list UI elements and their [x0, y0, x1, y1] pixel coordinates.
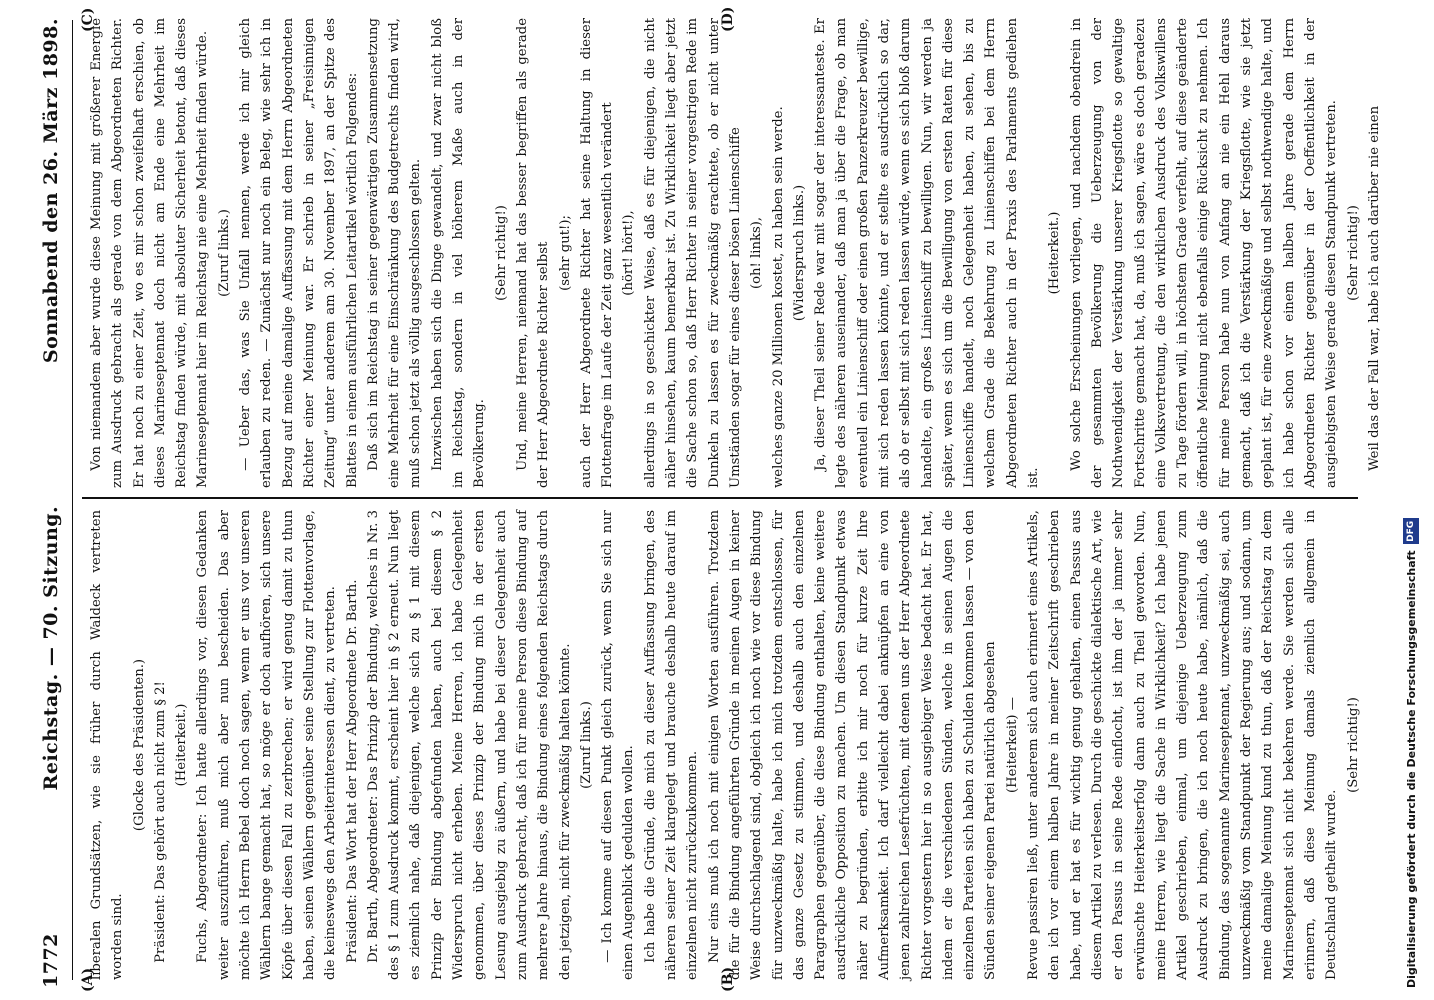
paragraph: Wo solche Erscheinungen vorliegen, und nachdem obendrein in der gesammten Bevölkerung die Ueberzeugung von der Nothwendigkeit der Verstärkung unserer Kriegsflotte so gewaltige Fortschritte gemacht hat, da, muß ich sagen, wäre es doch geradezu eine Volksvertretung, die den wirklichen Ausdruck des Volkswillens zu Tage fördern will, in höchstem Grade verfehlt, auf diese geänderte öffentliche Meinung nicht ebenfalls einige Rücksicht zu nehmen. Ich für meine Person habe nun von Anfang an nie ein Hehl daraus gemacht, daß ich die Verstärkung der Kriegsflotte, wie sie jetzt geplant ist, für eine zweckmäßige und selbst nothwendige halte, und ich habe schon vor einem halben Jahre gerade dem Herrn Abgeordneten Richter gegenüber in der Oeffentlichkeit in der ausgiebigsten Weise gerade diesen Standpunkt vertreten. — [1068, 18, 1340, 488]
margin-marker-a: (A) — [80, 967, 96, 992]
paragraph: Fuchs, Abgeordneter: Ich hatte allerdings vor, diesen Gedanken weiter auszuführen, muß mich aber nun bescheiden. Das aber möchte ich Herrn Bebel doch noch sagen, wenn er uns vor unseren Wählern bange gemacht hat, so möge er doch aufhören, sich unsere Köpfe über diesen Fall zu zerbrechen; er wird genug damit zu thun haben, seinen Wählern gegenüber seine Stellung zur Flottenvorlage, die keineswegs den Arbeiterinteressen dient, zu vertreten. — [195, 510, 339, 980]
paragraph: liberalen Grundsätzen, wie sie früher durch Waldeck vertreten worden sind. — [89, 510, 126, 980]
stage-direction: (Sehr richtig!) — [1345, 697, 1361, 793]
margin-marker-c: (C) — [80, 7, 96, 32]
session-date: Sonnabend den 26. März 1898. — [40, 18, 62, 364]
paragraph: Revue passiren ließ, unter anderem sich auch erinnert eines Artikels, den ich vor einem halben Jahre in meiner Zeitschrift geschrieben habe, und er hat es für wichtig genug gehalten, einen Passus aus diesem Artikel zu verlesen. Durch die geschickte dialektische Art, wie er den Passus in seine Rede einflocht, ist ihm der ja immer sehr erwünschte Heiterkeitserfolg dann auch zu Theil geworden. Nun, meine Herren, wie liegt die Sache in Wirklichkeit? Ich habe jenen Artikel geschrieben, einmal, um diejenige Ueberzeugung zum Ausdruck zu bringen, die ich noch heute habe, nämlich, daß die Bindung, das sogenannte Marineseptennat, unzweckmäßig sei, auch unzweckmäßig vom Standpunkt der Regierung aus; und sodann, um meine damalige Meinung kund zu thun, daß der Reichstag zu dem Marineseptennat sich nicht bekehren werde. Sie werden sich alle erinnern, daß diese Meinung damals ziemlich allgemein in Deutschland getheilt wurde. — [1026, 510, 1340, 980]
page-number: 1772 — [40, 933, 62, 988]
quotation: Daß sich im Reichstag in seiner gegenwärtigen Zusammensetzung eine Mehrheit für eine Einschränkung des Budgetrechts finden wird, muß schon jetzt als völlig ausgeschlossen gelten. — [365, 18, 424, 488]
paragraph: — Ueber das, was Sie Unfall nennen, werde ich mir gleich erlauben zu reden. — Zunächst nur noch ein Beleg, wie sehr ich in Bezug auf meine damalige Auffassung mit dem Herrn Abgeordneten Richter einer Meinung war. Er schrieb in seiner „Freisinnigen Zeitung“ unter anderem am 30. November 1897, an der Spitze des Blattes in einem ausführlichen Leitartikel wörtlich Folgendes: — [238, 18, 360, 488]
credit-text: Digitalisierung gefördert durch die Deutsche Forschungsgemeinschaft — [1404, 550, 1418, 988]
paragraph: auch der Herr Abgeordnete Richter hat seine Haltung in dieser Flottenfrage im Laufe der Zeit ganz wesentlich verändert — [578, 18, 616, 488]
section-title: Reichstag. — 70. Sitzung. — [40, 505, 62, 791]
header-rule — [72, 20, 73, 980]
stage-direction: (Zuruf links.) — [216, 209, 232, 297]
paragraph: Präsident: Das Wort hat der Herr Abgeordnete Dr. Barth. — [344, 579, 360, 963]
paragraph: welches ganze 20 Millionen kostet, zu haben sein werde. — [770, 106, 786, 488]
stage-direction: (Zuruf links.) — [578, 701, 594, 789]
paragraph: Nur eins muß ich noch mit einigen Worten ausführen. Trotzdem die für die Bindung angeführten Gründe in meinen Augen in keiner Weise durchschlagend sind, obgleich ich noch wie vor diese Bindung für unzweckmäßig halte, habe ich mich trotzdem entschlossen, für das ganze Gesetz zu stimmen, und deshalb auch den einzelnen Paragraphen gegenüber, die diese Bindung enthalten, keine weitere ausdrückliche Opposition zu machen. Um diesen Standpunkt etwas näher zu begründen, erbitte ich mir noch für kurze Zeit Ihre Aufmerksamkeit. Ich darf vielleicht dabei anknüpfen an eine von jenen zahlreichen Lesefrüchten, mit denen uns der Herr Abgeordnete Richter vorgestern hier in so ausgiebiger Weise bedacht hat. Er hat, indem er die verschiedenen Sünden, welche in seinen Augen die einzelnen Parteien sich haben zu Schulden kommen lassen — von den Sünden seiner eigenen Partei natürlich abgesehen — [706, 510, 999, 980]
dfg-logo: DFG — [1403, 518, 1419, 544]
stage-direction: (Heiterkeit.) — [1047, 211, 1063, 295]
paragraph: Und, meine Herren, niemand hat das besser begriffen als gerade der Herr Abgeordnete Richter selbst — [514, 18, 552, 488]
stage-direction: (hört! hört!), — [621, 210, 637, 296]
digitization-credit — [1402, 518, 1420, 988]
stage-direction: (Heiterkeit.) — [174, 703, 190, 787]
paragraph: Ja, dieser Theil seiner Rede war mit sogar der interessanteste. Er legte des näheren auseinander, daß man ja über die Frage, ob man eventuell ein Linienschiff oder einen großen Panzerkreuzer bewillige, mit sich reden lassen könnte, und er stellte es ausdrücklich so dar, als ob er selbst mit sich reden lassen würde, wenn es sich bloß darum handelte, ein großes Linienschiff zu bewilligen. Nun, wir werden ja später, wenn es sich um die Bewilligung von ersten Raten für diese Linienschiffe handelt, noch Gelegenheit haben, zu sehen, bis zu welchem Grade die Bekehrung zu Linienschiffen bei dem Herrn Abgeordneten Richter auch in der Praxis des Parlaments gediehen ist. — [813, 18, 1042, 488]
stage-direction: (Glocke des Präsidenten.) — [131, 658, 147, 832]
column-divider — [82, 497, 1358, 499]
paragraph: Von niemandem aber wurde diese Meinung mit größerer Energie zum Ausdruck gebracht als gerade von dem Abgeordneten Richter. Er hat noch zu einer Zeit, wo es mir schon zweifelhaft erschien, ob dieses Marineseptennat doch nicht am Ende eine Mehrheit im Reichstag finden würde, mit absoluter Sicherheit betont, daß dieses Marineseptennat hier im Reichstag nie eine Mehrheit finden würde. — [89, 18, 211, 488]
paragraph: Präsident: Das gehört auch nicht zum § 2! — [152, 681, 168, 963]
paragraph: Inzwischen haben sich die Dinge gewandelt, und zwar nicht bloß im Reichstag, sondern in viel höherem Maße auch in der Bevölkerung. — [429, 18, 488, 488]
stage-direction: (oh! links), — [749, 216, 765, 290]
stage-direction: (Sehr richtig!) — [493, 205, 509, 301]
margin-marker-d: (D) — [720, 6, 736, 32]
stage-direction: (Widerspruch links.) — [791, 184, 807, 322]
running-head — [34, 18, 68, 988]
paragraph: Weil das der Fall war, habe ich auch darüber nie einen — [1366, 105, 1382, 471]
stage-direction: (Heiterkeit) — — [1004, 697, 1020, 793]
right-text-column — [86, 18, 1382, 488]
margin-marker-b: (B) — [720, 966, 736, 992]
stage-direction: (sehr gut!); — [557, 215, 573, 291]
paragraph: — Ich komme auf diesen Punkt gleich zurück, wenn Sie sich nur einen Augenblick gedulden wollen. — [600, 510, 637, 980]
stage-direction: (Sehr richtig!) — [1345, 205, 1361, 301]
paragraph: allerdings in so geschickter Weise, daß es für diejenigen, die nicht näher hinsehen, kaum bemerkbar ist. Zu Wirklichkeit liegt aber jetzt die Sache schon so, daß Herr Richter in seiner vorgestrigen Rede im Dunkeln zu lassen es für zweckmäßig erachtete, ob er nicht unter Umständen sogar für eines dieser bösen Linienschiffe — [642, 18, 743, 488]
paragraph: Dr. Barth, Abgeordneter: Das Prinzip der Bindung, welches in Nr. 3 des § 1 zum Ausdruck kommt, erscheint hier in § 2 erneut. Nun liegt es ziemlich nahe, daß diejenigen, welche sich zu § 1 mit diesem Prinzip der Bindung abgefunden haben, auch bei diesem § 2 Widerspruch nicht erheben. Meine Herren, ich habe Gelegenheit genommen, über dieses Prinzip der Bindung mich in der ersten Lesung ausgiebig zu äußern, und habe bei dieser Gelegenheit auch zum Ausdruck gebracht, daß ich für meine Person diese Bindung auf mehrere Jahre hinaus, die Bindung eines folgenden Reichstags durch den jetzigen, nicht für zweckmäßig halten könnte. — [365, 510, 573, 980]
paragraph: Ich habe die Gründe, die mich zu dieser Auffassung bringen, des näheren seiner Zeit klargelegt und brauche deshalb heute darauf im einzelnen nicht zurückzukommen. — [642, 510, 701, 980]
left-text-column — [86, 510, 1361, 980]
